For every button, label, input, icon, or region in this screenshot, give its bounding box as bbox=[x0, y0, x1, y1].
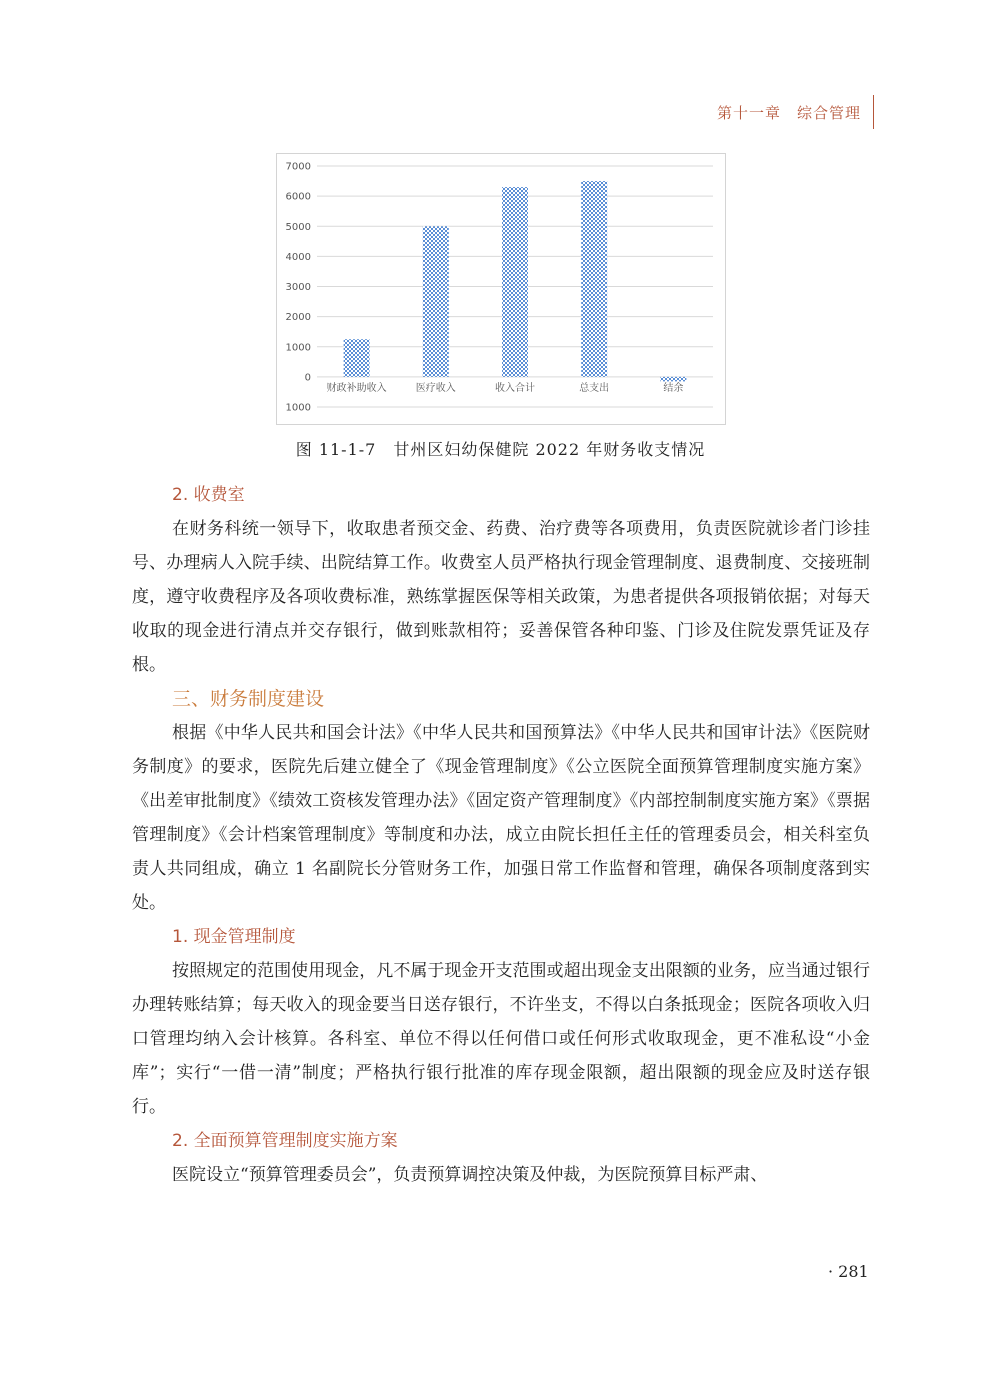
chart-y-axis bbox=[286, 162, 311, 414]
x-category-label: 收入合计 bbox=[495, 382, 535, 394]
subheading-cash-management: 1. 现金管理制度 bbox=[172, 927, 296, 947]
bar bbox=[423, 226, 449, 377]
y-tick-label: 3000 bbox=[285, 282, 311, 293]
y-tick-label: 5000 bbox=[285, 221, 311, 233]
y-tick-label: 2000 bbox=[285, 312, 311, 324]
paragraph-financial-system: 根据《中华人民共和国会计法》《中华人民共和国预算法》《中华人民共和国审计法》《医院财务制度》的要求，医院先后建立健全了《现金管理制度》《公立医院全面预算管理制度实施方案》《出差审批制度》《绩效工资核发管理办法》《固定资产管理制度》《内部控制制度实施方案》《票据管理制度》《会计档案管理制度》等制度和办法，成立由院长担任主任的管理委员会，相关科室负责人共同组成，确立 1 名副院长分管财务工作，加强日常工作监督和管理，确保各项制度落到实处。 bbox=[132, 723, 870, 913]
bar bbox=[581, 181, 607, 377]
y-tick-label: 0 bbox=[304, 372, 311, 384]
x-category-label: 医疗收入 bbox=[415, 382, 456, 394]
y-tick-label: 6000 bbox=[285, 191, 311, 203]
chart-bars bbox=[344, 181, 687, 381]
paragraph-budget-management: 医院设立“预算管理委员会”，负责预算调控决策及仲裁，为医院预算目标严肃、 bbox=[172, 1165, 768, 1185]
x-category-label: 财政补助收入 bbox=[326, 382, 387, 394]
bar bbox=[502, 187, 528, 377]
chart-canvas bbox=[277, 154, 725, 424]
figure-caption: 图 11-1-7 甘州区妇幼保健院 2022 年财务收支情况 bbox=[295, 440, 706, 459]
page-number: · 281 bbox=[828, 1262, 869, 1281]
y-tick-label: 1000 bbox=[285, 342, 311, 354]
x-category-label: 总支出 bbox=[579, 382, 610, 394]
y-tick-label: 1000 bbox=[285, 402, 311, 414]
y-tick-label: 4000 bbox=[285, 251, 311, 263]
bar bbox=[660, 377, 686, 382]
paragraph-fee-office: 在财务科统一领导下，收取患者预交金、药费、治疗费等各项费用，负责医院就诊者门诊挂号、办理病人入院手续、出院结算工作。收费室人员严格执行现金管理制度、退费制度、交接班制度，遵守收费程序及各项收费标准，熟练掌握医保等相关政策，为患者提供各项报销依据；对每天收取的现金进行清点并交存银行，做到账款相符；妥善保管各种印鉴、门诊及住院发票凭证及存根。 bbox=[132, 519, 870, 675]
bar bbox=[344, 339, 370, 377]
header-rule bbox=[873, 95, 874, 129]
bar-chart bbox=[276, 153, 726, 425]
body-text bbox=[132, 478, 870, 1192]
x-category-label: 结余 bbox=[663, 382, 684, 394]
subheading-fee-office: 2. 收费室 bbox=[172, 485, 245, 505]
y-tick-label: 7000 bbox=[285, 161, 311, 173]
running-header: 第十一章 综合管理 bbox=[716, 104, 861, 122]
section-heading-financial-system: 三、财务制度建设 bbox=[172, 688, 325, 710]
chart-x-axis bbox=[327, 381, 684, 394]
paragraph-cash-management: 按照规定的范围使用现金，凡不属于现金开支范围或超出现金支出限额的业务，应当通过银行办理转账结算；每天收入的现金要当日送存银行，不许坐支，不得以白条抵现金；医院各项收入归口管理均纳入会计核算。各科室、单位不得以任何借口或任何形式收取现金，更不准私设“小金库”；实行“一借一清”制度；严格执行银行批准的库存现金限额，超出限额的现金应及时送存银行。 bbox=[132, 961, 870, 1117]
subheading-budget-management: 2. 全面预算管理制度实施方案 bbox=[172, 1131, 398, 1151]
